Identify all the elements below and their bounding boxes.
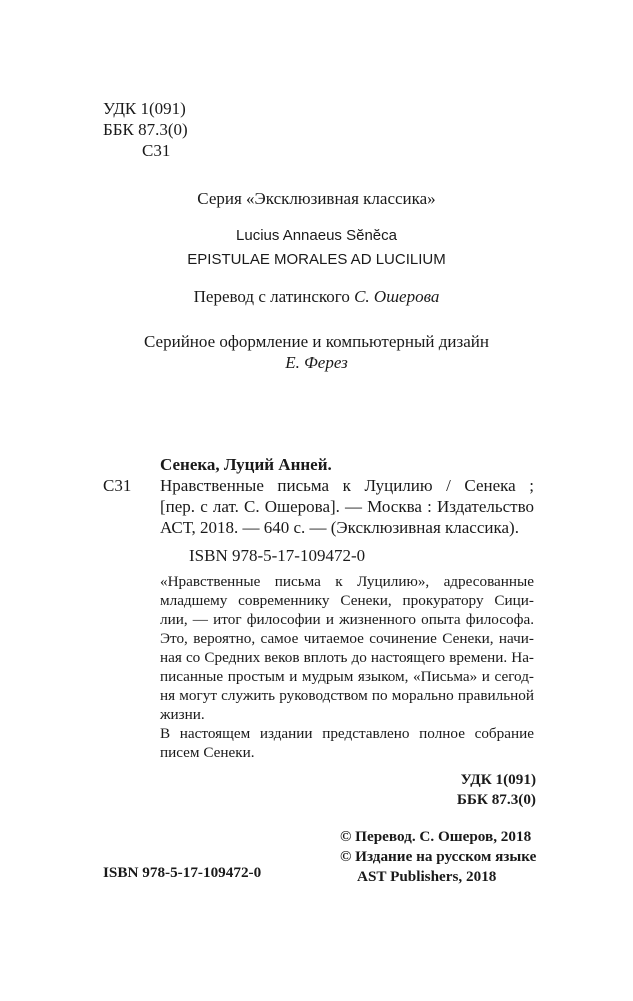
annotation-line: младшему современнику Сенеки, прокуратору Сици-	[160, 592, 534, 609]
designer-name: Е. Ферез	[285, 353, 348, 372]
catalog-mark: С31	[103, 476, 132, 495]
original-author: Lucius Annaeus Sĕnĕca	[236, 227, 397, 244]
annotation-line: «Нравственные письма к Луцилию», адресованные	[160, 573, 534, 590]
annotation-line: жизни.	[160, 706, 205, 723]
isbn-bottom: ISBN 978-5-17-109472-0	[103, 864, 262, 881]
udk-code-bottom: УДК 1(091)	[460, 771, 536, 788]
catalog-heading: Сенека, Луций Анней.	[160, 455, 332, 474]
annotation-line: лии, — итог философии и жизненного опыта философа.	[160, 611, 534, 628]
author-mark: С31	[142, 141, 171, 160]
annotation-line: ная со Средних веков вплоть до настоящего времени. На-	[160, 649, 534, 666]
catalog-line-2: [пер. с лат. С. Ошерова]. — Москва : Издательство	[160, 497, 534, 516]
translator-name: С. Ошерова	[354, 287, 440, 306]
translation-credit	[100, 287, 533, 307]
design-credit: Серийное оформление и компьютерный дизайн	[144, 332, 489, 351]
translation-prefix: Перевод с латинского	[193, 287, 355, 306]
catalog-line-1: Нравственные письма к Луцилию / Сенека ;	[160, 476, 534, 495]
annotation-line: писем Сенеки.	[160, 744, 255, 761]
bbk-code-bottom: ББК 87.3(0)	[456, 791, 536, 808]
bbk-code: ББК 87.3(0)	[103, 120, 188, 139]
udk-code: УДК 1(091)	[103, 99, 186, 118]
annotation-line: Это, вероятно, самое читаемое сочинение Сенеки, начи-	[160, 630, 534, 647]
copyright-line: © Перевод. С. Ошеров, 2018	[340, 828, 532, 845]
annotation-line: писанные простым и мудрым языком, «Письма» и сегод-	[160, 668, 534, 685]
catalog-isbn: ISBN 978-5-17-109472-0	[189, 546, 366, 565]
series-title: Серия «Эксклюзивная классика»	[197, 189, 436, 208]
annotation-line: ня могут служить руководством по морально правильной	[160, 687, 534, 704]
original-title: EPISTULAE MORALES AD LUCILIUM	[187, 251, 446, 268]
annotation-line: В настоящем издании представлено полное собрание	[160, 725, 534, 742]
copyright-line: AST Publishers, 2018	[357, 868, 497, 885]
copyright-line: © Издание на русском языке	[340, 848, 537, 865]
catalog-line-3: АСТ, 2018. — 640 с. — (Эксклюзивная классика).	[160, 518, 519, 537]
